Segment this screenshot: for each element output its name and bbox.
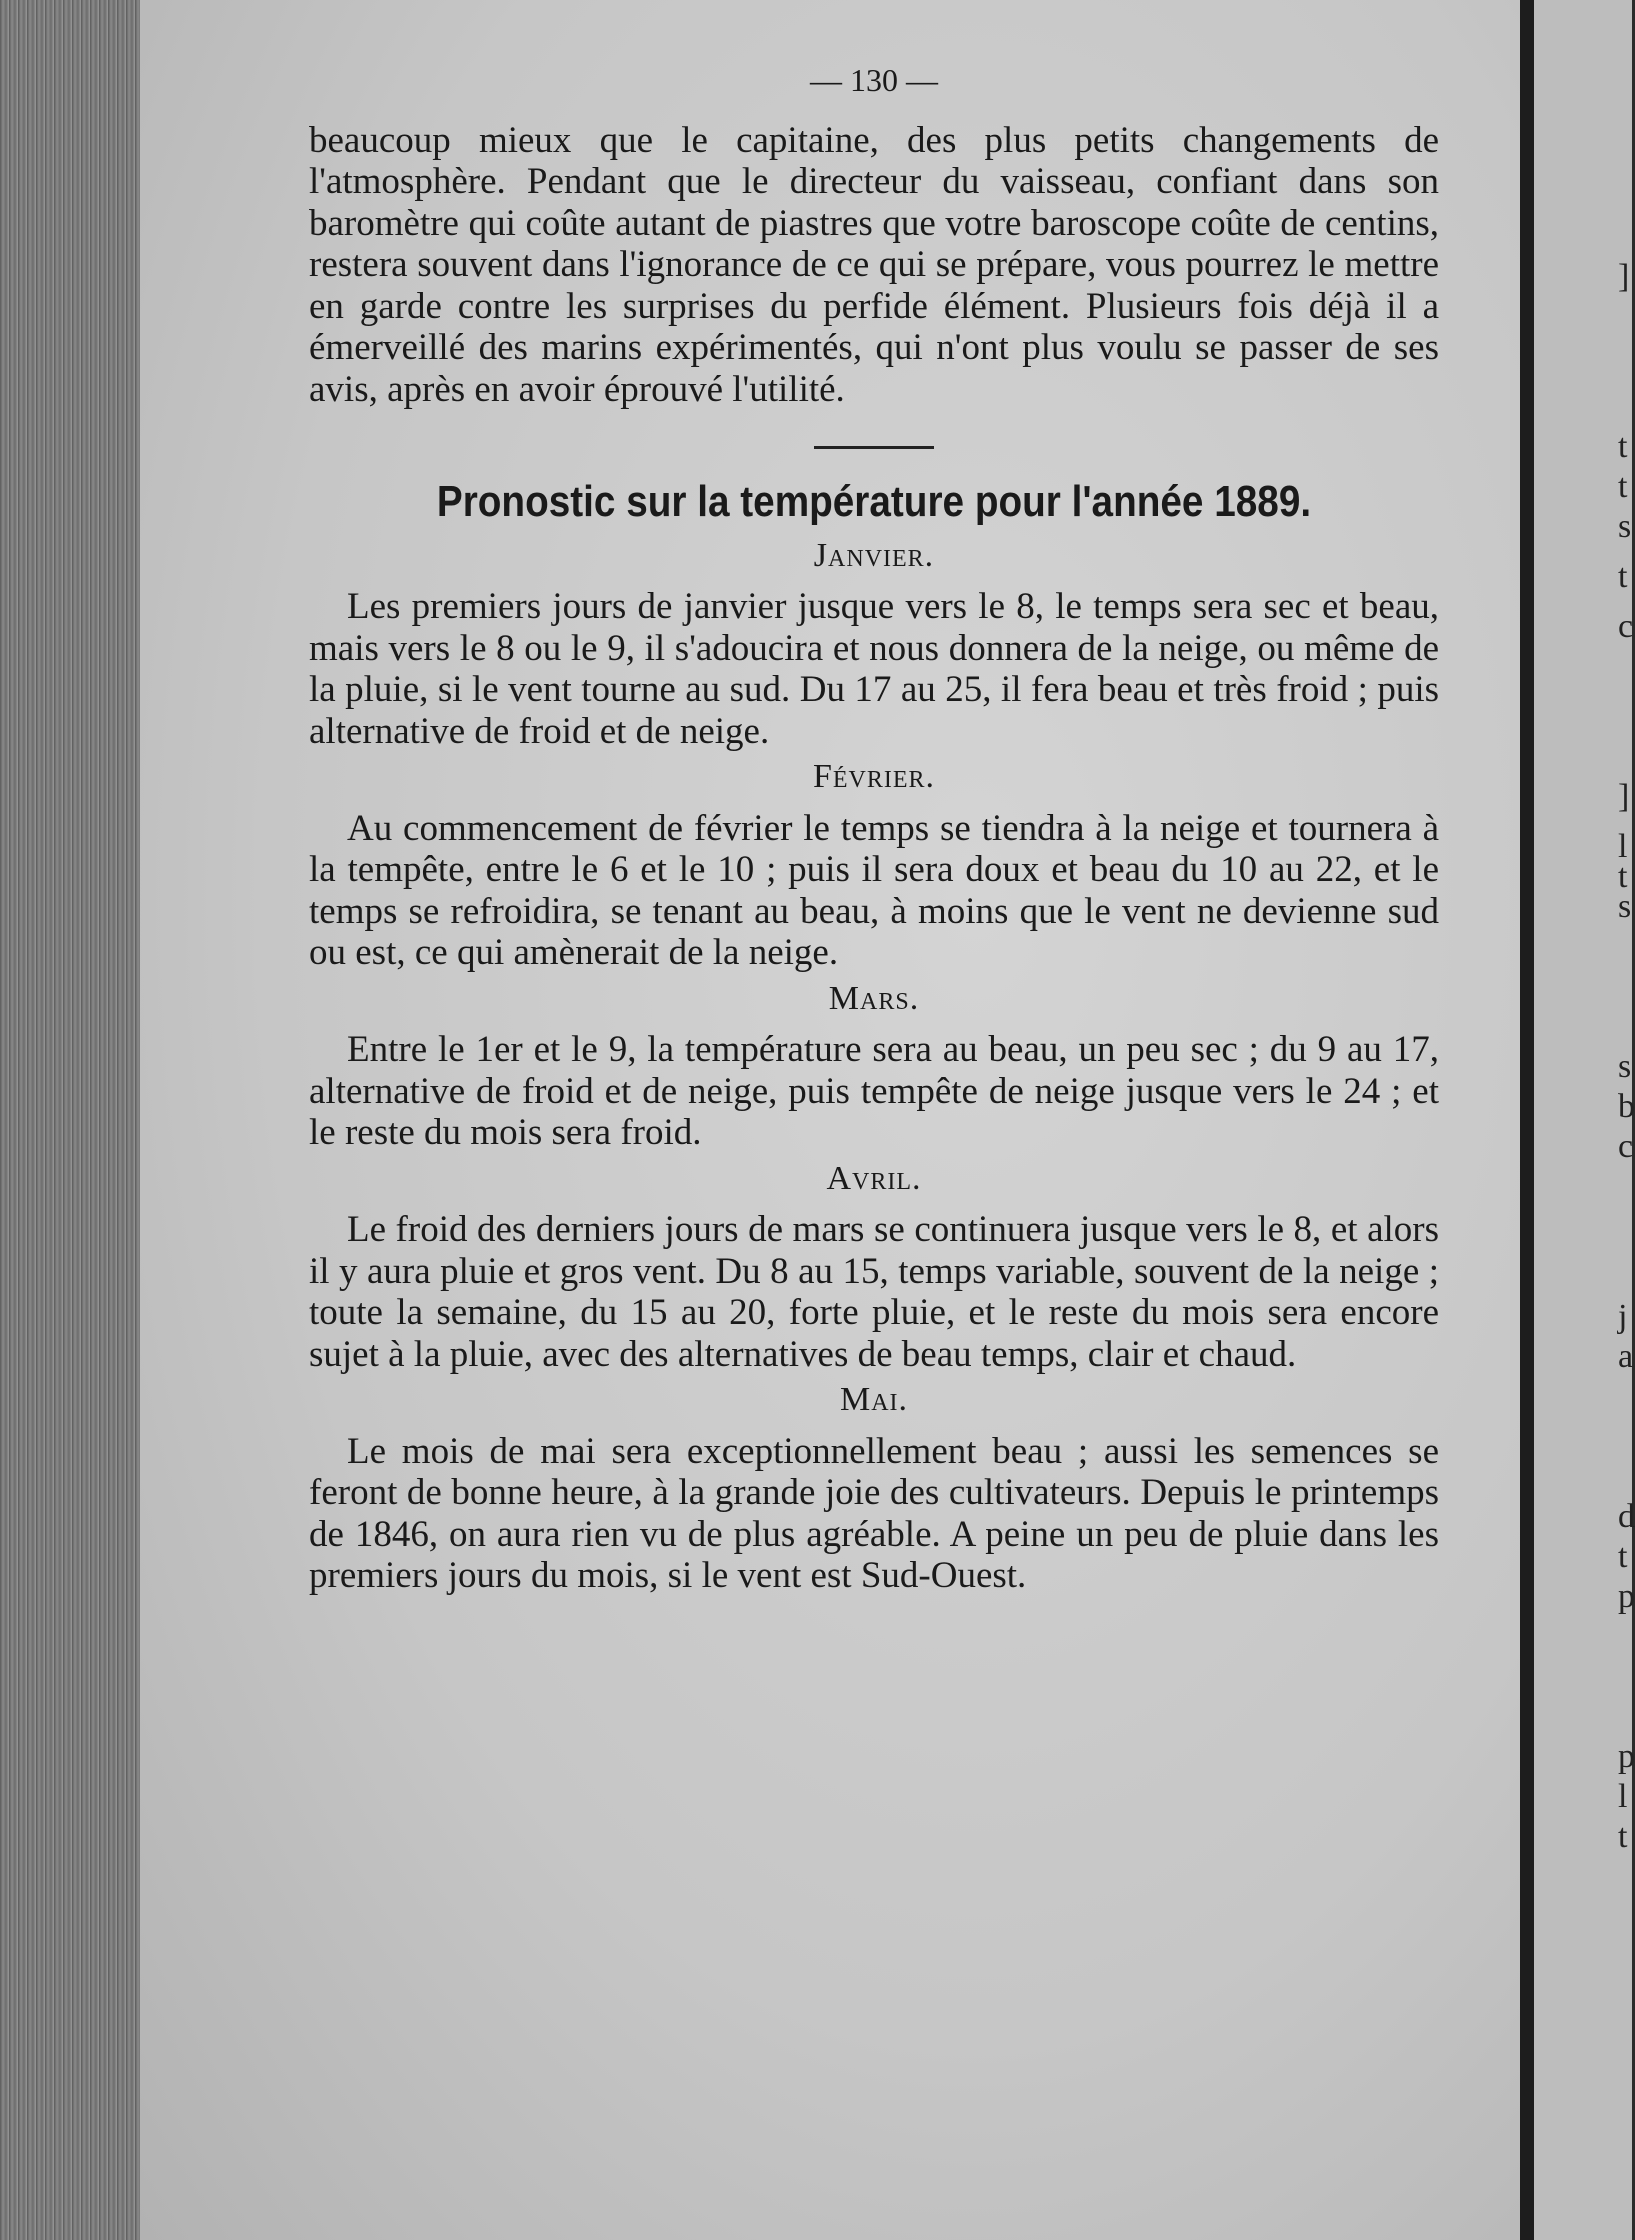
right-page-fragment: t [1618, 558, 1628, 595]
month-section [309, 978, 1439, 1154]
right-page-fragment: s [1618, 508, 1632, 545]
right-page-fragment: s [1618, 1048, 1632, 1085]
page-edges [0, 0, 150, 2240]
month-section [309, 1158, 1439, 1376]
section-rule [814, 446, 934, 449]
right-page-fragment: t [1618, 1818, 1628, 1855]
month-heading: Avril. [826, 1159, 922, 1197]
right-page-fragment: d [1618, 1498, 1635, 1535]
month-paragraph: Les premiers jours de janvier jusque vers le 8, le temps sera sec et beau, mais vers le 8 ou le 9, il s'adoucira et nous donnera de la neige, ou même de la pluie, si le vent tourne au sud. Du 17 au 25, il fera beau et très froid ; puis alternative de froid et de neige. [309, 586, 1439, 752]
right-page-fragment: ] [1618, 778, 1630, 815]
right-page-fragment: l [1618, 828, 1628, 865]
section-title: Pronostic sur la température pour l'année 1889. [436, 477, 1312, 526]
month-paragraph: Au commencement de février le temps se tiendra à la neige et tournera à la tempête, entre le 6 et le 10 ; puis il sera doux et beau du 10 au 22, et le temps se refroidira, se tenant au beau, à moins que le vent ne devienne sud ou est, ce qui amènerait de la neige. [309, 807, 1439, 973]
month-paragraph: Entre le 1er et le 9, la température sera au beau, un peu sec ; du 9 au 17, alternative de froid et de neige, puis tempête de neige jusque vers le 24 ; et le reste du mois sera froid. [309, 1029, 1439, 1153]
right-page-fragment: t [1618, 428, 1628, 465]
month-heading: Février. [812, 758, 936, 795]
month-paragraph: Le froid des derniers jours de mars se continuera jusque vers le 8, et alors il y aura pluie et gros vent. Du 8 au 15, temps variable, souvent de la neige ; toute la semaine, du 15 au 20, forte pluie, et le reste du mois sera encore sujet à la pluie, avec des alternatives de beau temps, clair et chaud. [309, 1209, 1439, 1375]
intro-paragraph: beaucoup mieux que le capitaine, des plus petits changements de l'atmosphère. Pendant que le directeur du vaisseau, confiant dans son baromètre qui coûte autant de piastres que votre baroscope coûte de centins, restera souvent dans l'ignorance de ce qui se prépare, vous pourrez le mettre en garde contre les surprises du perfide élément. Plusieurs fois déjà il a émerveillé des marins expérimentés, qui n'ont plus voulu se passer de ses avis, après en avoir éprouvé l'utilité. [309, 119, 1439, 410]
right-page-fragment: a [1618, 1338, 1634, 1375]
month-heading: Mars. [828, 979, 920, 1017]
right-page-fragment: c [1618, 608, 1634, 645]
right-page-fragment: l [1618, 1778, 1628, 1815]
right-page-fragment: ] [1618, 258, 1630, 295]
right-page-fragment: b [1618, 1088, 1635, 1125]
month-section [309, 756, 1439, 974]
right-page-fragment: c [1618, 1128, 1634, 1165]
right-page-fragment: p [1618, 1738, 1635, 1775]
month-paragraph: Le mois de mai sera exceptionnellement beau ; aussi les semences se feront de bonne heure, à la grande joie des cultivateurs. Depuis le printemps de 1846, on aura rien vu de plus agréable. A peine un peu de pluie dans les premiers jours du mois, si le vent est Sud-Ouest. [309, 1430, 1439, 1596]
month-heading: Janvier. [813, 536, 935, 574]
right-page-fragment: t [1618, 468, 1628, 505]
book-gutter [1520, 0, 1534, 2240]
right-page-fragment: t [1618, 858, 1628, 895]
right-page-fragment: t [1618, 1538, 1628, 1575]
right-page-fragment: j [1618, 1298, 1628, 1335]
page-number: — 130 — [810, 62, 938, 98]
page-content [309, 60, 1439, 1597]
right-page-fragment: s [1618, 888, 1632, 925]
month-heading: Mai. [839, 1381, 909, 1418]
month-section [309, 1379, 1439, 1597]
month-section [309, 535, 1439, 753]
right-page-fragment: p [1618, 1578, 1635, 1615]
